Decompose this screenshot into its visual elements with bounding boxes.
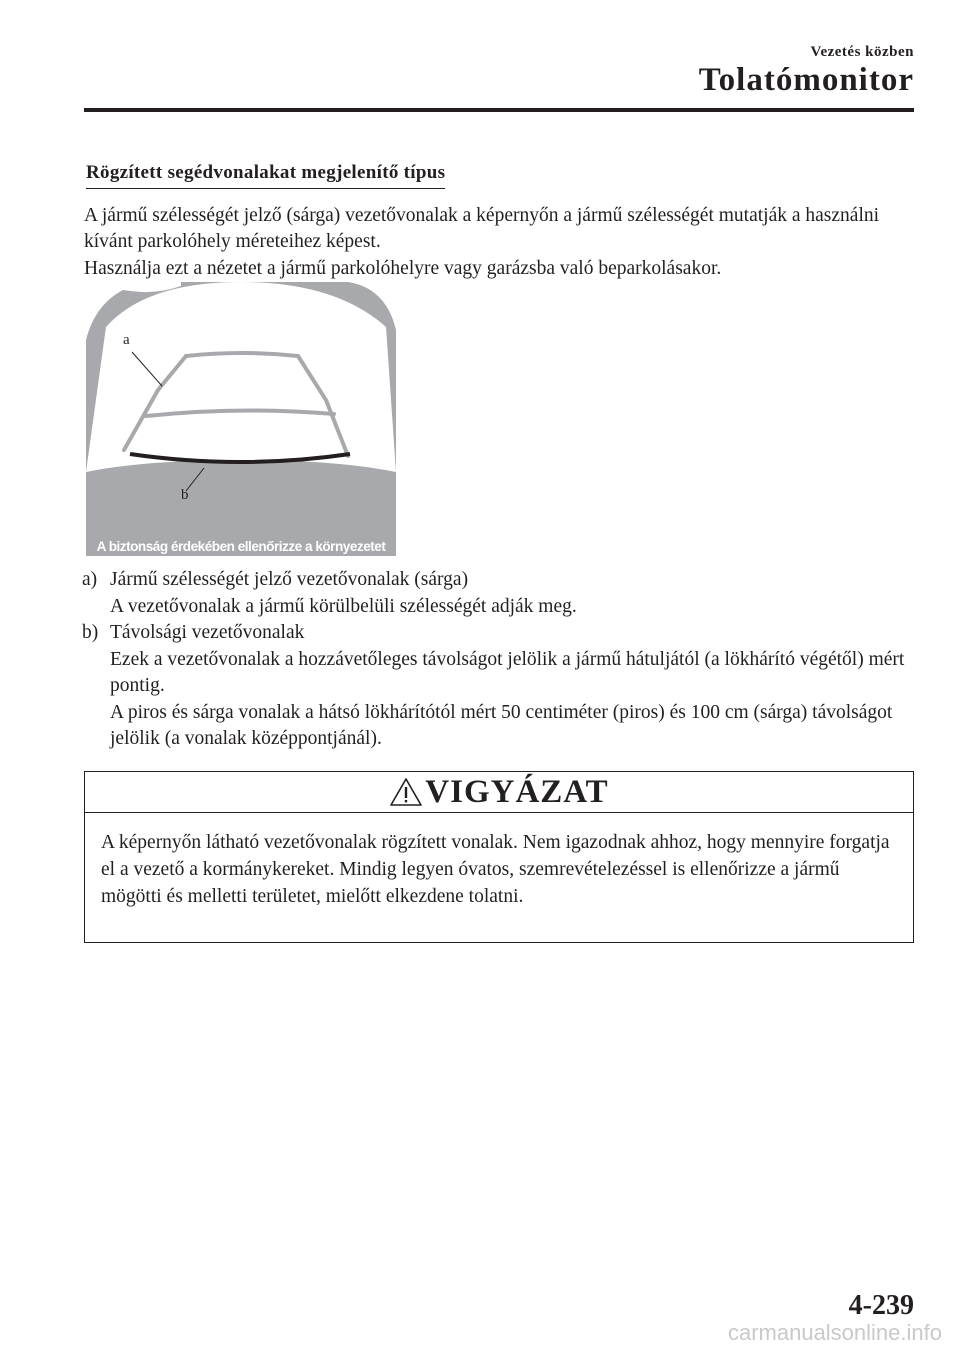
legend-text-b-1: Ezek a vezetővonalak a hozzávetőleges távolságot jelölik a jármű hátuljától (a lökhárító végétől) mért pontig. [110, 648, 905, 696]
legend-text-b-2: A piros és sárga vonalak a hátsó lökhárítótól mért 50 centiméter (piros) és 100 cm (sárga) távolságot jelölik (a vonalak középpontjánál). [110, 701, 893, 749]
legend-mark-a: a) [82, 569, 98, 590]
legend-title-b: Távolsági vezetővonalak [110, 622, 305, 643]
warning-text: A képernyőn látható vezetővonalak rögzített vonalak. Nem igazodnak ahhoz, hogy mennyire forgatja el a vezető a kormánykereket. Mindig legyen óvatos, szemrevételezéssel is ellenőrizze a jármű mögötti és melletti területet, mielőtt elkezdene tolatni. [101, 832, 890, 907]
header-section: Vezetés közben [810, 44, 914, 60]
intro-paragraph-2: Használja ezt a nézetet a jármű parkolóhelyre vagy garázsba való beparkolásakor. [84, 258, 722, 279]
legend-item-a [82, 567, 922, 594]
legend-item-b [82, 620, 922, 647]
header-rule [84, 108, 914, 112]
warning-box [84, 771, 914, 943]
warning-triangle-icon [389, 777, 423, 807]
warning-header [85, 772, 913, 813]
section-heading: Rögzített segédvonalakat megjelenítő típus [86, 162, 445, 189]
camera-view-figure [86, 282, 396, 556]
legend-text-a-1: A vezetővonalak a jármű körülbelüli szélességét adják meg. [110, 595, 577, 617]
camera-view-illustration [86, 282, 396, 556]
page-title: Tolatómonitor [698, 62, 914, 98]
figure-caption: A biztonság érdekében ellenőrizze a környezetet [96, 539, 386, 554]
figure-label-a: a [123, 332, 130, 348]
watermark: carmanualsonline.info [727, 1320, 942, 1345]
figure-label-b: b [181, 487, 189, 503]
page-number: 4-239 [848, 1290, 914, 1321]
warning-title: VIGYÁZAT [425, 774, 609, 810]
legend [82, 567, 922, 753]
display-area [86, 282, 396, 472]
legend-title-a: Jármű szélességét jelző vezetővonalak (sárga) [110, 569, 469, 590]
legend-mark-b: b) [82, 622, 99, 643]
intro-paragraph-1: A jármű szélességét jelző (sárga) vezetővonalak a képernyőn a jármű szélességét mutatják a használni kívánt parkolóhely méreteihez képest. [84, 205, 880, 252]
